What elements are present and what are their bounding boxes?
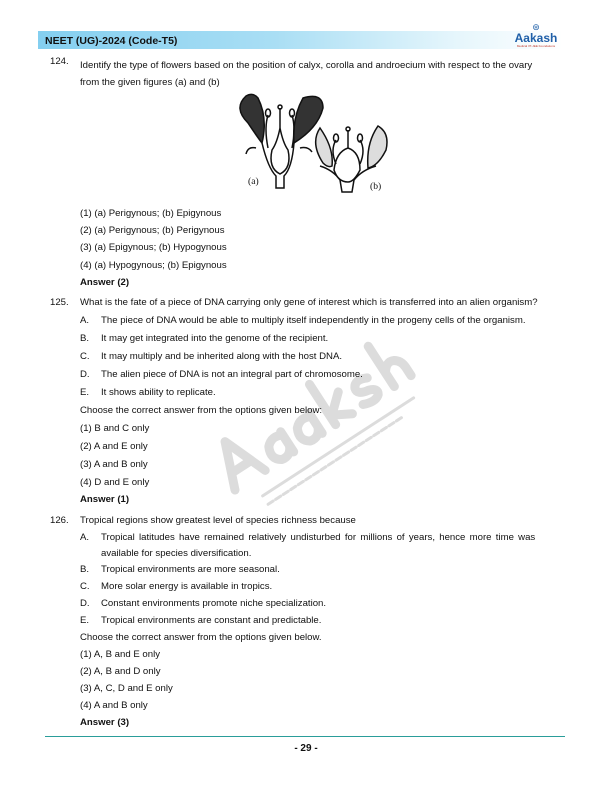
figure-label-a: (a): [248, 176, 259, 187]
question-text: Tropical regions show greatest level of species richness because: [80, 515, 356, 526]
header-title: NEET (UG)-2024 (Code-T5): [45, 35, 178, 47]
statement-text: Constant environments promote niche specialization.: [101, 598, 327, 609]
statement-label: C.: [80, 581, 90, 592]
option: (4) D and E only: [80, 477, 150, 488]
answer: Answer (3): [80, 717, 130, 728]
question-number: 125.: [50, 297, 69, 308]
option: (3) (a) Epigynous; (b) Hypogynous: [80, 242, 227, 253]
option: (3) A and B only: [80, 459, 148, 470]
question-number: 126.: [50, 515, 69, 526]
option: (4) (a) Hypogynous; (b) Epigynous: [80, 260, 227, 271]
statement-label: E.: [80, 387, 90, 398]
statement-text: It may multiply and be inherited along with the host DNA.: [101, 351, 343, 362]
statement-label: A.: [80, 532, 90, 543]
statement-text: More solar energy is available in tropics.: [101, 581, 273, 592]
option: (2) A and E only: [80, 441, 148, 452]
statement-label: A.: [80, 315, 90, 326]
option: (2) (a) Perigynous; (b) Perigynous: [80, 225, 225, 236]
statement-label: B.: [80, 333, 90, 344]
question-number: 124.: [50, 56, 69, 67]
question-text: Identify the type of flowers based on the position of calyx, corolla and androecium with respect to the ovary: [80, 60, 533, 71]
option: (4) A and B only: [80, 700, 148, 711]
footer-divider: [45, 736, 565, 737]
statement-text: It shows ability to replicate.: [101, 387, 216, 398]
option: (2) A, B and D only: [80, 666, 161, 677]
option: (1) (a) Perigynous; (b) Epigynous: [80, 208, 222, 219]
statement-label: D.: [80, 598, 90, 609]
option: (1) B and C only: [80, 423, 150, 434]
statement-text: It may get integrated into the genome of the recipient.: [101, 333, 329, 344]
choose-prompt: Choose the correct answer from the options given below:: [80, 405, 323, 416]
statement-text: The alien piece of DNA is not an integral part of chromosome.: [101, 369, 363, 380]
statement-label: E.: [80, 615, 90, 626]
figure-label-b: (b): [370, 181, 382, 192]
option: (3) A, C, D and E only: [80, 683, 173, 694]
statement-text: Tropical latitudes have remained relatively undisturbed for millions of years, hence more time was: [101, 532, 536, 543]
option: (1) A, B and E only: [80, 649, 160, 660]
statement-label: D.: [80, 369, 90, 380]
statement-text: The piece of DNA would be able to multiply itself independently in the progeny cells of the organism.: [101, 315, 526, 326]
answer: Answer (1): [80, 494, 130, 505]
logo-icon: ⊛: [532, 22, 540, 32]
choose-prompt: Choose the correct answer from the options given below.: [80, 632, 322, 643]
statement-text: Tropical environments are more seasonal.: [101, 564, 280, 575]
question-text: from the given figures (a) and (b): [80, 77, 220, 88]
page-number: - 29 -: [294, 743, 318, 754]
aakash-logo: [510, 23, 562, 48]
statement-label: C.: [80, 351, 90, 362]
statement-text: Tropical environments are constant and predictable.: [101, 615, 322, 626]
logo-name: Aakash: [514, 31, 558, 45]
logo-subtitle: Medical IIT-JEE Foundations: [516, 44, 556, 48]
statement-label: B.: [80, 564, 90, 575]
statement-text: available for species diversification.: [101, 548, 252, 559]
question-text: What is the fate of a piece of DNA carrying only gene of interest which is transferred into an alien organism?: [80, 297, 538, 308]
answer: Answer (2): [80, 277, 130, 288]
